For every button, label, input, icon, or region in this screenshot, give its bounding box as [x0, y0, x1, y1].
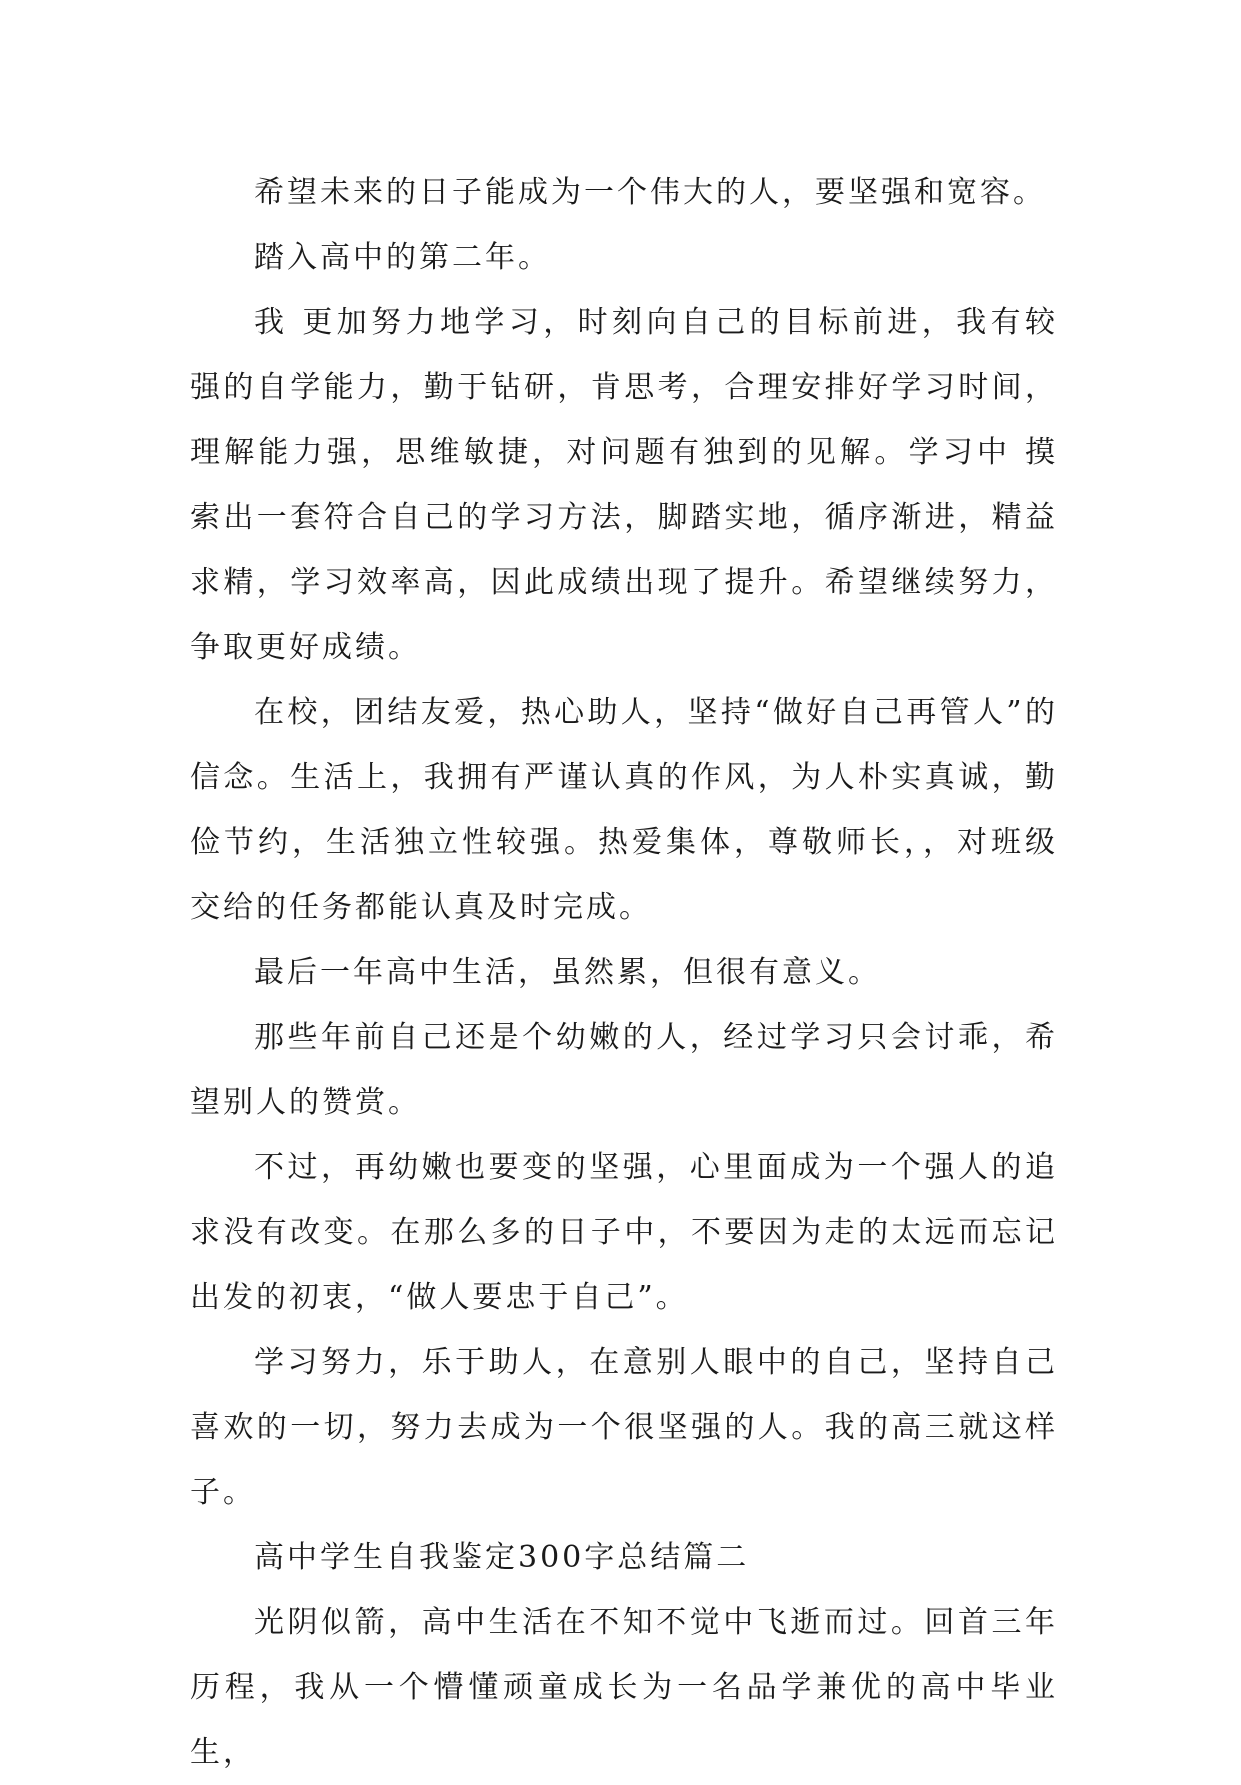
paragraph-past-self: 那些年前自己还是个幼嫩的人，经过学习只会讨乖，希望别人的赞赏。: [190, 1020, 1058, 1120]
paragraph-study-effort: 我 更加努力地学习，时刻向自己的目标前进，我有较强的自学能力，勤于钻研，肯思考，合理安排好学习时间，理解能力强，思维敏捷，对问题有独到的见解。学习中 摸索出一套符合自己的学习方法，脚踏实地，循序渐进，精益求精，学习效率高，因此成绩出现了提升。希望继续努力，争取更好成绩。: [190, 305, 1058, 665]
paragraph-school-life: 在校，团结友爱，热心助人，坚持“做好自己再管人”的信念。生活上，我拥有严谨认真的作风，为人朴实真诚，勤俭节约，生活独立性较强。热爱集体，尊敬师长，，对班级交给的任务都能认真及时完成。: [190, 695, 1058, 925]
document-body: [190, 160, 1058, 1785]
paragraph-become-strong: 不过，再幼嫩也要变的坚强，心里面成为一个强人的追求没有改变。在那么多的日子中，不要因为走的太远而忘记出发的初衷，“做人要忠于自己”。: [190, 1150, 1058, 1315]
section-heading: 高中学生自我鉴定300字总结篇二: [254, 1540, 750, 1575]
paragraph-time-flies: 光阴似箭，高中生活在不知不觉中飞逝而过。回首三年历程，我从一个懵懂顽童成长为一名品学兼优的高中毕业生，: [190, 1605, 1058, 1770]
paragraph-hope-future: 希望未来的日子能成为一个伟大的人，要坚强和宽容。: [254, 175, 1046, 210]
paragraph-second-year: 踏入高中的第二年。: [254, 240, 551, 275]
paragraph-senior-year: 学习努力，乐于助人，在意别人眼中的自己，坚持自己喜欢的一切，努力去成为一个很坚强的人。我的高三就这样子。: [190, 1345, 1058, 1510]
paragraph-final-year: 最后一年高中生活，虽然累，但很有意义。: [254, 955, 881, 990]
